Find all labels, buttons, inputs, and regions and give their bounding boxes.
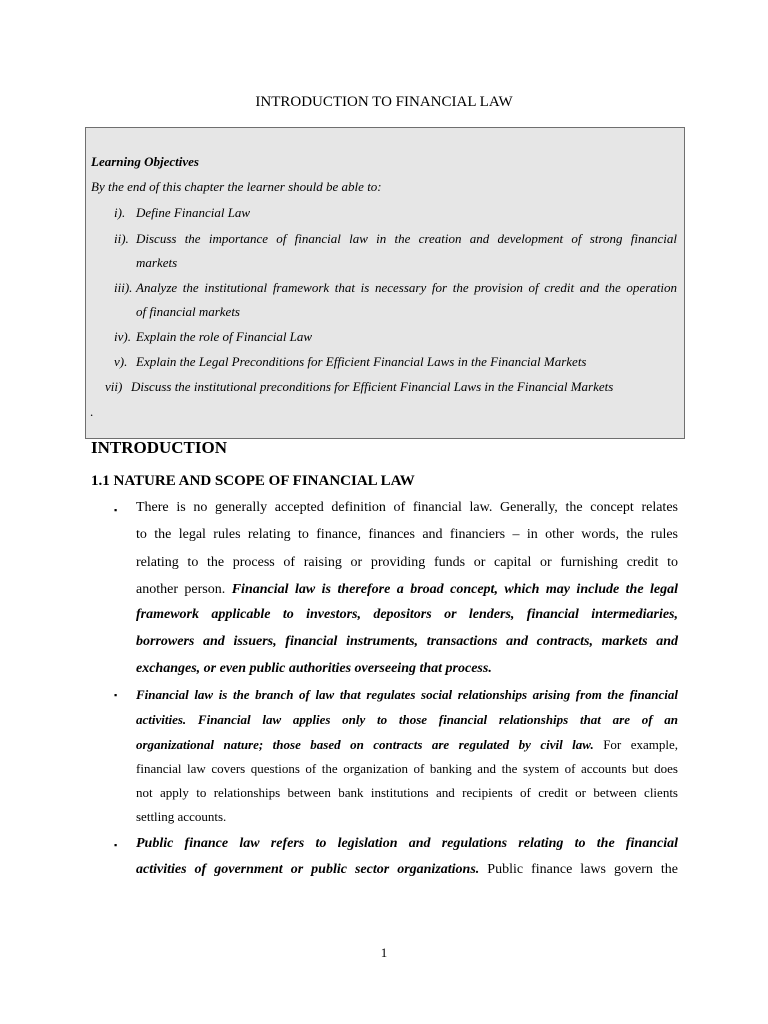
paragraph-line xyxy=(136,499,678,517)
objective-number: i). xyxy=(114,205,126,220)
line-text-emphasis: framework applicable to investors, depositors or lenders, financial intermediaries, xyxy=(136,607,678,622)
subsection-heading: 1.1 NATURE AND SCOPE OF FINANCIAL LAW xyxy=(91,473,415,489)
paragraph-line xyxy=(136,686,678,704)
objective-text: Discuss the institutional preconditions for Efficient Financial Laws in the Financial Markets xyxy=(131,379,614,394)
paragraph-line xyxy=(136,736,678,754)
trailing-mark: . xyxy=(90,404,94,419)
paragraph-line xyxy=(136,526,678,544)
objective-text: Explain the role of Financial Law xyxy=(136,329,313,344)
line-text-emphasis: borrowers and issuers, financial instruments, transactions and contracts, markets and xyxy=(136,634,678,649)
objectives-heading: Learning Objectives xyxy=(91,154,199,169)
objective-text: Explain the Legal Preconditions for Efficient Financial Laws in the Financial Markets xyxy=(136,354,587,369)
paragraph-line xyxy=(136,554,678,572)
line-text-emphasis: Financial law is therefore a broad concept, which may include the legal xyxy=(231,582,678,597)
paragraph-line xyxy=(136,711,678,729)
line-text-emphasis: exchanges, or even public authorities overseeing that process. xyxy=(136,661,492,676)
paragraph-line xyxy=(136,633,678,651)
objective-text-continued: of financial markets xyxy=(136,304,240,319)
paragraph-line xyxy=(136,861,678,879)
paragraph-line xyxy=(136,581,678,599)
line-text: relating to the process of raising or providing funds or capital or furnishing credit to xyxy=(136,555,678,570)
line-text: not apply to relationships between bank institutions and recipients of credit or between clients xyxy=(136,785,678,800)
line-text: There is no generally accepted definition of financial law. Generally, the concept relates xyxy=(136,500,678,515)
objectives-intro: By the end of this chapter the learner should be able to: xyxy=(91,179,382,194)
line-text: financial law covers questions of the organization of banking and the system of accounts but does xyxy=(136,761,678,776)
objective-number: v). xyxy=(114,354,128,369)
learning-objectives-box xyxy=(85,127,685,439)
bullet-marker: ▪ xyxy=(114,505,118,515)
line-text: settling accounts. xyxy=(136,809,227,824)
line-text: For example, xyxy=(593,737,678,752)
document-title: INTRODUCTION TO FINANCIAL LAW xyxy=(255,94,513,110)
paragraph-line xyxy=(136,835,678,853)
line-text-emphasis: organizational nature; those based on contracts are regulated by civil law. xyxy=(136,737,594,752)
page-number: 1 xyxy=(380,945,388,960)
paragraph-line xyxy=(136,760,678,778)
bullet-marker: ▪ xyxy=(114,690,118,700)
line-text: Public finance laws govern the xyxy=(479,862,678,877)
objective-number: vii) xyxy=(105,379,123,394)
line-text-emphasis: activities of government or public sector organizations. xyxy=(136,862,480,877)
line-text: to the legal rules relating to finance, finances and financiers – in other words, the rules xyxy=(136,527,678,542)
objective-number: iv). xyxy=(114,329,131,344)
line-text-emphasis: Public finance law refers to legislation and regulations relating to the financial xyxy=(136,836,678,851)
paragraph-line xyxy=(136,808,678,826)
line-text-emphasis: activities. Financial law applies only to those financial relationships that are of an xyxy=(136,712,678,727)
line-text-emphasis: Financial law is the branch of law that regulates social relationships arising from the financial xyxy=(136,687,678,702)
paragraph-line xyxy=(136,606,678,624)
objective-number: ii). xyxy=(114,231,129,246)
objective-text: Analyze the institutional framework that is necessary for the provision of credit and the operation xyxy=(136,280,677,295)
paragraph-line xyxy=(136,660,678,678)
paragraph-line xyxy=(136,784,678,802)
objective-number: iii). xyxy=(114,280,133,295)
objective-text-continued: markets xyxy=(136,255,178,270)
section-heading: INTRODUCTION xyxy=(91,438,228,457)
line-text: another person. xyxy=(136,582,232,597)
objective-text: Discuss the importance of financial law in the creation and development of strong financial xyxy=(136,231,677,246)
objective-text: Define Financial Law xyxy=(136,205,251,220)
bullet-marker: ▪ xyxy=(114,840,118,850)
